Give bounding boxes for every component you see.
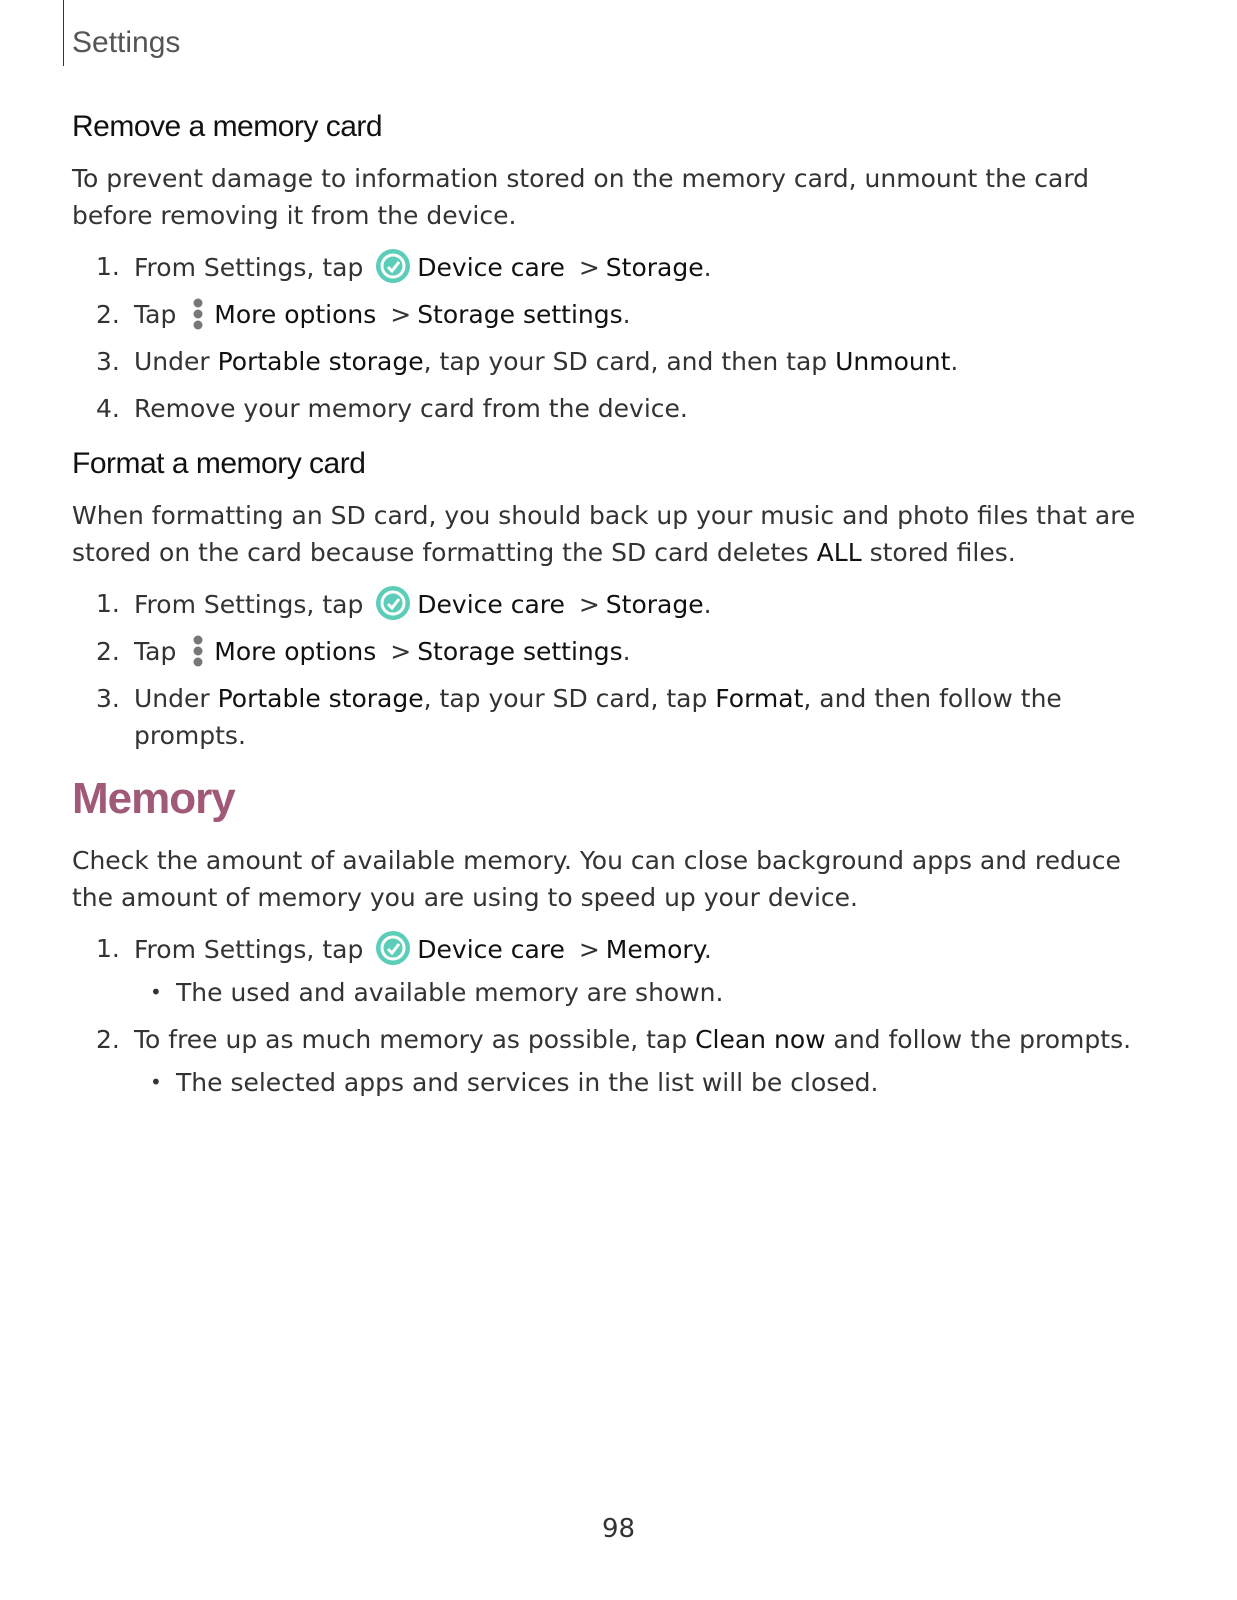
section-title: Format a memory card (72, 447, 366, 480)
step-bold: Device care (417, 253, 565, 282)
step-item (72, 680, 1152, 754)
page-content (72, 110, 1152, 1121)
step-text: Under (134, 684, 210, 713)
header-rule (63, 0, 64, 66)
step-number: 2. (96, 1025, 120, 1054)
step-item (72, 296, 1152, 333)
step-number: 2. (96, 637, 120, 666)
step-text: Under (134, 347, 210, 376)
sub-bullet: • The selected apps and services in the list will be closed. (134, 1064, 1152, 1101)
intro-text: When formatting an SD card, you should back up your music and photo files that are stored on the card because formatting the SD card deletes (72, 501, 1136, 567)
step-bold: Format (715, 684, 804, 713)
step-number: 1. (96, 589, 120, 618)
section-intro (72, 497, 1152, 571)
sub-bullet-list (134, 1064, 1152, 1101)
step-bold: Storage (605, 590, 704, 619)
step-item (72, 930, 1152, 1011)
step-item (72, 390, 1152, 427)
sub-bullet: • The used and available memory are shown. (134, 974, 1152, 1011)
step-text: . (703, 590, 712, 619)
step-bold: Unmount (835, 347, 951, 376)
breadcrumb-separator: > (578, 590, 600, 619)
intro-bold: ALL (816, 538, 862, 567)
step-bold: More options (214, 637, 377, 666)
step-text: , and then follow the prompts. (134, 684, 1062, 750)
breadcrumb-separator: > (578, 935, 600, 964)
device-care-icon (375, 930, 411, 966)
device-care-icon (375, 585, 411, 621)
section-remove-memory-card (72, 110, 1152, 427)
step-bold: Portable storage (217, 684, 424, 713)
intro-text: stored files. (869, 538, 1016, 567)
step-text: . (622, 637, 631, 666)
page-number: 98 (601, 1514, 636, 1544)
step-bold: More options (214, 300, 377, 329)
steps-list (72, 585, 1152, 754)
step-item (72, 343, 1152, 380)
more-options-icon (192, 297, 204, 331)
step-item (72, 1021, 1152, 1101)
step-bold: Device care (417, 590, 565, 619)
step-bold: Storage (605, 253, 704, 282)
section-intro: To prevent damage to information stored on the memory card, unmount the card before removing it from the device. (72, 164, 1090, 230)
step-text: and follow the prompts. (833, 1025, 1132, 1054)
breadcrumb-separator: > (390, 300, 412, 329)
step-text: To free up as much memory as possible, tap (134, 1025, 688, 1054)
step-bold: Portable storage (217, 347, 424, 376)
step-bold: Storage settings (417, 300, 623, 329)
step-text: . (950, 347, 959, 376)
steps-list (72, 248, 1152, 427)
step-bold: Memory (605, 935, 704, 964)
step-number: 1. (96, 252, 120, 281)
section-memory (72, 774, 1152, 1101)
step-number: 3. (96, 347, 120, 376)
steps-list (72, 930, 1152, 1101)
step-text: , tap your SD card, and then tap (423, 347, 828, 376)
step-number: 3. (96, 684, 120, 713)
sub-bullet-list (134, 974, 1152, 1011)
breadcrumb-separator: > (390, 637, 412, 666)
step-bold: Storage settings (417, 637, 623, 666)
step-item (72, 633, 1152, 670)
step-bold: Device care (417, 935, 565, 964)
step-number: 1. (96, 934, 120, 963)
step-bold: Clean now (695, 1025, 826, 1054)
step-text: . (703, 935, 712, 964)
running-title: Settings (72, 26, 181, 59)
step-text: From Settings, tap (134, 935, 364, 964)
step-text: Tap (134, 300, 177, 329)
device-care-icon (375, 248, 411, 284)
step-text: . (622, 300, 631, 329)
breadcrumb-separator: > (578, 253, 600, 282)
section-title: Remove a memory card (72, 110, 383, 143)
chapter-title: Memory (72, 774, 235, 823)
more-options-icon (192, 634, 204, 668)
step-text: From Settings, tap (134, 590, 364, 619)
section-intro: Check the amount of available memory. You can close background apps and reduce the amount of memory you are using to speed up your device. (72, 846, 1121, 912)
step-item (72, 585, 1152, 623)
step-number: 4. (96, 394, 120, 423)
step-item (72, 248, 1152, 286)
step-number: 2. (96, 300, 120, 329)
step-text: . (703, 253, 712, 282)
step-text: Remove your memory card from the device. (134, 394, 688, 423)
section-format-memory-card (72, 447, 1152, 754)
step-text: Tap (134, 637, 177, 666)
step-text: , tap your SD card, tap (423, 684, 708, 713)
step-text: From Settings, tap (134, 253, 364, 282)
